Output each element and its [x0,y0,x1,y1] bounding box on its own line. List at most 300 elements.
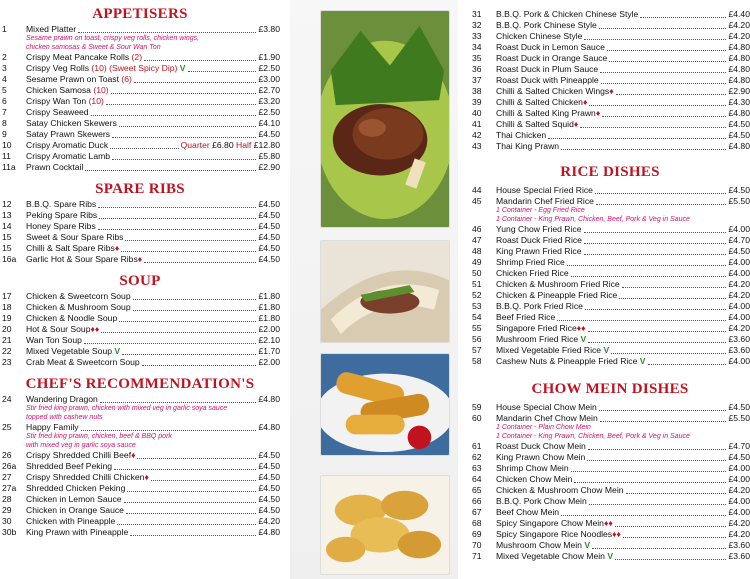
leader-dots [134,82,257,83]
item-description: 1 Container - King Prawn, Chicken, Beef, Pork & Veg in Sauce [496,432,690,440]
vegetarian-icon: V [584,540,591,551]
item-name-group [496,540,590,551]
leader-dots [648,364,727,365]
menu-item-row [0,450,280,461]
item-name-group [26,313,117,324]
item-name: Crispy Aromatic Duck [26,140,109,151]
menu-item-row [470,185,750,196]
item-number: 10 [2,140,12,151]
item-name-group [496,529,621,540]
leader-dots [580,127,726,128]
item-name-group [496,551,613,562]
leader-dots [81,430,257,431]
item-name-group [26,118,117,129]
spare-ribs-title: SPARE RIBS [95,181,185,197]
item-name: Chilli & Salted Chicken [496,97,583,108]
menu-item-row [0,394,280,405]
leader-dots [595,193,727,194]
item-price: £4.00 [728,474,750,485]
menu-item-row [0,52,280,63]
soup-title: SOUP [119,273,161,289]
menu-item-row [470,551,750,562]
menu-item-row [0,483,280,494]
item-name-group [26,151,110,162]
item-name-group [496,496,587,507]
item-name-group [26,472,149,483]
item-price: £4.80 [258,394,280,405]
item-name-group [26,74,132,85]
item-number: 16a [2,254,17,265]
leader-dots [589,105,726,106]
menu-item-row [470,97,750,108]
leader-dots [584,232,727,233]
half-label: Half [236,140,252,151]
item-price: £4.20 [728,20,750,31]
item-number: 28 [2,494,12,505]
item-price: £4.20 [728,279,750,290]
menu-item-row [0,254,280,265]
item-name-group [496,452,585,463]
item-name-group [26,461,112,472]
leader-dots [616,94,727,95]
menu-item-row [0,302,280,313]
menu-item-row [470,507,750,518]
item-name-group [496,485,624,496]
item-detail: (6) [119,74,132,85]
item-name-group [26,85,109,96]
item-name: Satay Prawn Skewers [26,129,111,140]
item-price: £4.20 [728,485,750,496]
chilli-icon: ♦ [137,254,143,265]
item-description: Sesame prawn on toast, crispy veg rolls, chicken wings, [26,35,200,42]
item-price: £4.50 [258,199,280,210]
item-number: 47 [472,235,482,246]
leader-dots [85,170,256,171]
item-number: 34 [472,42,482,53]
menu-item-row [470,108,750,119]
menu-item-row [470,235,750,246]
leader-dots [615,526,727,527]
item-name-group [496,86,614,97]
leader-dots [125,240,256,241]
item-detail: (10) (Sweet Spicy Dip) [89,63,180,74]
item-number: 8 [2,118,7,129]
leader-dots [561,149,726,150]
item-name: Crispy Aromatic Lamb [26,151,111,162]
leader-dots [600,72,726,73]
item-number: 51 [472,279,482,290]
menu-item-row [0,129,280,140]
item-number: 32 [472,20,482,31]
item-number: 24 [2,394,12,405]
menu-item-row [470,518,750,529]
leader-dots [117,524,256,525]
item-detail: (10) [86,96,104,107]
item-name: Chicken in Orange Sauce [26,505,124,516]
item-name: King Prawn Fried Rice [496,246,582,257]
leader-dots [607,50,727,51]
quarter-label: Quarter [180,140,210,151]
item-name-group [496,185,593,196]
item-number: 42 [472,130,482,141]
leader-dots [584,254,727,255]
item-name: Satay Chicken Skewers [26,118,117,129]
vegetarian-icon: V [580,334,587,345]
leader-dots [619,298,726,299]
item-price: £3.60 [728,540,750,551]
item-number: 20 [2,324,12,335]
item-name: Chicken Chow Mein [496,474,573,485]
item-number: 15 [2,243,12,254]
item-number: 63 [472,463,482,474]
item-detail: (2) [129,52,143,63]
leader-dots [99,218,256,219]
leader-dots [119,126,257,127]
chilli-icon: ♦ [114,243,120,254]
item-name-group [496,268,569,279]
leader-dots [588,449,727,450]
item-name: Chicken & Noodle Soup [26,313,118,324]
item-price: £4.40 [728,9,750,20]
leader-dots [112,159,256,160]
menu-item-row [0,472,280,483]
leader-dots [584,243,727,244]
item-name: Roast Duck in Lemon Sauce [496,42,605,53]
item-name-group [496,108,600,119]
item-name: Prawn Cocktail [26,162,84,173]
item-price: £4.80 [728,75,750,86]
leader-dots [600,421,727,422]
item-name: Spicy Singapore Rice Noodles [496,529,613,540]
menu-item-row [470,529,750,540]
item-name-group [26,346,120,357]
item-price: £4.80 [728,141,750,152]
item-number: 46 [472,224,482,235]
item-name-group [496,235,582,246]
menu-item-row [0,140,280,151]
menu-item-row [470,86,750,97]
menu-left-column [0,0,280,579]
item-price: £2.50 [258,107,280,118]
menu-item-row [0,151,280,162]
item-number: 69 [472,529,482,540]
item-number: 38 [472,86,482,97]
item-number: 6 [2,96,7,107]
item-price: £4.50 [258,472,280,483]
menu-item-row [470,301,750,312]
item-number: 54 [472,312,482,323]
menu-item-row [470,356,750,367]
item-name-group [496,224,582,235]
item-name-group [496,97,587,108]
item-price: £4.80 [728,42,750,53]
vegetarian-icon: V [179,63,186,74]
item-price: £4.70 [728,441,750,452]
menu-item-row [0,243,280,254]
item-name-group [496,507,559,518]
item-name: Wandering Dragon [26,394,98,405]
item-price: £4.10 [258,118,280,129]
menu-item-row [470,31,750,42]
leader-dots [567,265,727,266]
item-name-group [496,42,605,53]
item-name: Crispy Wan Ton [26,96,87,107]
leader-dots [151,480,257,481]
item-price: £5.50 [728,196,750,207]
menu-item-row [0,461,280,472]
item-name: Chicken Chinese Style [496,31,583,42]
item-price: £2.00 [258,324,280,335]
item-name: Mixed Vegetable Soup [26,346,115,357]
item-name-group [496,9,638,20]
leader-dots [592,548,726,549]
item-name: Shredded Beef Peking [26,461,113,472]
item-name-group [496,518,613,529]
item-number: 56 [472,334,482,345]
item-description: with mixed veg in garlic soya sauce [26,441,136,449]
item-name: Peking Spare Ribs [26,210,98,221]
item-price: £3.60 [728,345,750,356]
item-name: Chicken & Mushroom Chow Mein [496,485,624,496]
item-name: Chicken & Mushroom Fried Rice [496,279,620,290]
item-name-group [26,254,142,265]
half-price: £12.80 [253,140,280,151]
menu-item-row [0,85,280,96]
menu-item-row [470,345,750,356]
item-name-group [496,312,555,323]
leader-dots [601,83,727,84]
chilli-icon: ♦♦ [612,529,621,540]
chilli-icon: ♦♦ [576,323,586,334]
item-name: Chilli & Salted Squid [496,119,574,130]
leader-dots [585,309,727,310]
item-description: chicken samosas & Sweet & Sour Wan Ton [26,43,161,51]
menu-item-row [0,324,280,335]
menu-item-row [470,20,750,31]
leader-dots [127,491,256,492]
item-name-group [496,119,578,130]
chilli-icon: ♦ [131,450,136,461]
item-name: Chilli & Salted King Prawn [496,108,596,119]
menu-item-row [470,141,750,152]
item-price: £2.00 [258,357,280,368]
item-price: £4.50 [258,505,280,516]
item-name: Wan Ton Soup [26,335,82,346]
item-name-group [496,31,582,42]
item-number: 64 [472,474,482,485]
leader-dots [640,17,726,18]
item-name-group [496,413,598,424]
item-name: B.B.Q. Pork Fried Rice [496,301,583,312]
item-price: £4.50 [728,452,750,463]
item-number: 25 [2,422,12,433]
item-price-group [181,140,280,151]
item-price: £4.80 [728,53,750,64]
item-price: £4.50 [258,232,280,243]
leader-dots [622,287,727,288]
item-number: 43 [472,141,482,152]
leader-dots [609,61,726,62]
item-number: 40 [472,108,482,119]
leader-dots [602,116,726,117]
item-price: £4.00 [728,312,750,323]
leader-dots [557,320,726,321]
leader-dots [126,513,257,514]
item-name-group [496,279,620,290]
menu-item-row [470,268,750,279]
menu-item-row [470,496,750,507]
item-number: 30 [2,516,12,527]
leader-dots [574,482,726,483]
item-name: Shredded Chicken Peking [26,483,126,494]
item-name-group [496,290,617,301]
item-number: 61 [472,441,482,452]
item-name-group [26,199,96,210]
item-description: Stir fried king prawn, chicken, beef & BBQ pork [26,433,172,440]
leader-dots [119,321,256,322]
menu-item-row [0,118,280,129]
menu-item-row [470,279,750,290]
item-price: £4.80 [728,64,750,75]
item-price: £4.00 [728,356,750,367]
item-number: 33 [472,31,482,42]
vegetarian-icon: V [603,345,610,356]
vegetarian-icon: V [607,551,614,562]
menu-item-row [470,402,750,413]
item-name: Happy Family [26,422,79,433]
item-price: £4.00 [728,224,750,235]
menu-item-row [0,357,280,368]
leader-dots [110,148,178,149]
menu-item-row [0,313,280,324]
leader-dots [548,138,726,139]
leader-dots [571,471,727,472]
item-name-group [26,243,119,254]
item-name-group [26,210,97,221]
item-name-group [26,140,108,151]
item-name: Thai Chicken [496,130,547,141]
menu-item-row [0,162,280,173]
item-name-group [26,162,83,173]
menu-item-row [0,221,280,232]
item-price: £2.90 [728,86,750,97]
item-number: 62 [472,452,482,463]
item-price: £1.80 [258,291,280,302]
item-number: 17 [2,291,12,302]
item-number: 35 [472,53,482,64]
item-name-group [496,20,597,31]
item-number: 41 [472,119,482,130]
item-name: Chicken & Mushroom Soup [26,302,131,313]
item-number: 68 [472,518,482,529]
menu-right-column [470,0,750,579]
menu-item-row [470,246,750,257]
item-price: £4.50 [258,494,280,505]
leader-dots [78,32,256,33]
item-price: £1.90 [258,52,280,63]
item-name-group [26,335,82,346]
item-name-group [26,450,135,461]
menu-item-row [470,474,750,485]
chilli-icon: ♦♦ [603,518,613,529]
leader-dots [98,229,257,230]
item-price: £4.50 [258,221,280,232]
item-name-group [26,324,99,335]
item-price: £4.80 [728,108,750,119]
appetisers-title: APPETISERS [92,6,188,22]
item-number: 12 [2,199,12,210]
leader-dots [98,207,256,208]
item-name-group [26,527,128,538]
item-name-group [26,63,186,74]
item-name-group [496,441,586,452]
item-price: £4.20 [258,516,280,527]
item-name: Chicken Samosa [26,85,91,96]
leader-dots [114,469,256,470]
item-price: £4.50 [728,119,750,130]
item-price: £2.70 [258,85,280,96]
ribs-dish-photo [320,10,450,228]
item-price: £4.20 [728,323,750,334]
item-name-group [496,130,546,141]
menu-item-row [470,130,750,141]
menu-item-row [470,257,750,268]
photo-strip [290,0,458,579]
menu-item-row [0,107,280,118]
item-number: 13 [2,210,12,221]
appetisers-list [0,24,280,173]
leader-dots [626,493,727,494]
item-name-group [496,301,583,312]
item-name: Roast Duck in Orange Sauce [496,53,608,64]
item-name: Roast Duck in Plum Sauce [496,64,599,75]
leader-dots [589,504,727,505]
item-number: 3 [2,63,7,74]
item-number: 36 [472,64,482,75]
menu-item-row [470,224,750,235]
menu-item-row [0,96,280,107]
item-number: 29 [2,505,12,516]
item-name: Roast Duck Chow Mein [496,441,586,452]
chow-mein-title: CHOW MEIN DISHES [531,381,689,397]
item-description: 1 Container - Egg Fried Rice [496,207,585,214]
item-number: 11 [2,151,11,162]
item-price: £4.20 [728,31,750,42]
item-price: £4.50 [728,185,750,196]
item-number: 55 [472,323,482,334]
item-name-group [496,53,607,64]
item-price: £4.70 [728,235,750,246]
item-price: £2.90 [258,162,280,173]
item-number: 23 [2,357,12,368]
leader-dots [561,515,726,516]
menu-item-row [470,42,750,53]
item-name: Beef Chow Mein [496,507,560,518]
menu-item-row [0,63,280,74]
menu-item-row [0,232,280,243]
leader-dots [188,71,257,72]
item-name-group [26,232,123,243]
item-name: Shrimp Chow Mein [496,463,569,474]
leader-dots [587,460,726,461]
menu-item-row [470,334,750,345]
menu-item-row [470,119,750,130]
item-name: Sesame Prawn on Toast [26,74,119,85]
menu-item-row [470,540,750,551]
item-price: £3.60 [728,334,750,345]
item-number: 9 [2,129,7,140]
item-name-group [496,196,594,207]
